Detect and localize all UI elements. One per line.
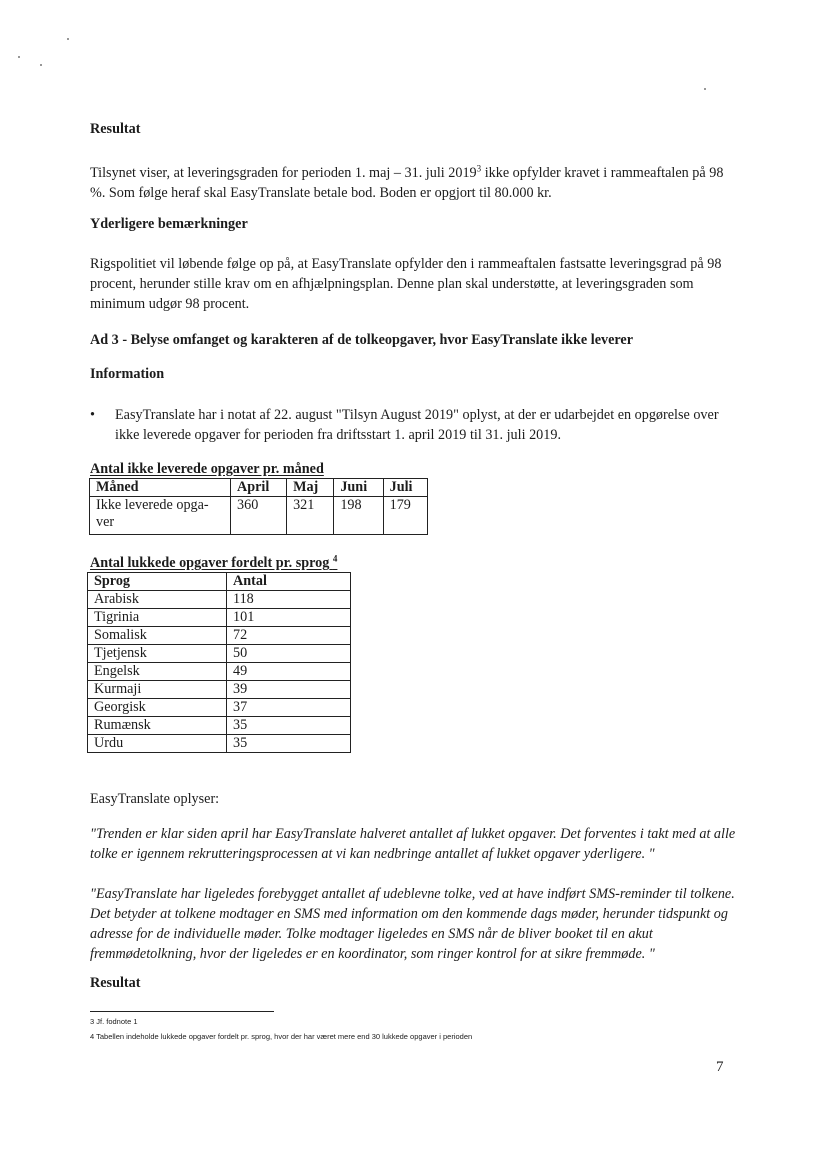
table-row	[88, 645, 351, 663]
resultat-text-part2: ikke opfylder kravet i rammeaftalen på 98 %. Som følge heraf skal EasyTranslate betale bod. Boden er opgjort til 80.000 kr.	[90, 165, 724, 201]
table2-caption-text: Antal lukkede opgaver fordelt pr. sprog	[90, 555, 330, 571]
scan-speck	[67, 38, 69, 40]
table-row	[88, 609, 351, 627]
oplyser-intro: EasyTranslate oplyser:	[90, 791, 220, 807]
table-row	[88, 627, 351, 645]
bullet-icon: •	[90, 407, 95, 423]
header-cell: Juni	[334, 479, 383, 497]
table-cell: Engelsk	[88, 663, 227, 681]
table-row	[88, 663, 351, 681]
table-cell: 360	[231, 497, 287, 535]
table-cell: 179	[383, 497, 427, 535]
footnote-3: 3 Jf. fodnote 1	[90, 1017, 138, 1026]
table-header-row	[88, 573, 351, 591]
table-cell: 72	[227, 627, 351, 645]
heading-information: Information	[90, 366, 165, 382]
table-row	[88, 735, 351, 753]
table-cell: 101	[227, 609, 351, 627]
table-cell: Ikke leverede opga-ver	[90, 497, 231, 535]
table-header-row	[90, 479, 428, 497]
header-cell: Sprog	[88, 573, 227, 591]
table-row	[88, 717, 351, 735]
table-cell: 35	[227, 717, 351, 735]
table-cell: 118	[227, 591, 351, 609]
table-cell: Tjetjensk	[88, 645, 227, 663]
table-cell: 50	[227, 645, 351, 663]
table-row	[88, 681, 351, 699]
header-cell: Antal	[227, 573, 351, 591]
table2-caption	[90, 554, 337, 572]
footnote-4: 4 Tabellen indeholde lukkede opgaver fordelt pr. sprog, hvor der har været mere end 30 lukkede opgaver i perioden	[90, 1032, 473, 1041]
footnote-ref-4: 4	[332, 553, 338, 564]
page-number: 7	[716, 1059, 724, 1075]
scan-speck	[704, 88, 706, 90]
table-cell: Kurmaji	[88, 681, 227, 699]
footnote-ref-3: 3	[476, 163, 482, 174]
scan-speck	[18, 56, 20, 58]
table-cell: 49	[227, 663, 351, 681]
scan-speck	[40, 64, 42, 66]
table-cell: 39	[227, 681, 351, 699]
table-row	[90, 497, 428, 535]
table-row	[88, 591, 351, 609]
table-cell: Somalisk	[88, 627, 227, 645]
header-cell: Måned	[90, 479, 231, 497]
table-lukkede-opgaver	[87, 572, 351, 753]
quote-sms-reminder: "EasyTranslate har ligeledes forebygget antallet af udeblevne tolke, ved at have indført SMS-reminder til tolkene. Det betyder at tolkene modtager en SMS med information om den kommende dags møder, herunder tidspunkt og adresse for de individuelle møder. Tolke modtager ligeledes en SMS når de bliver booket til en akut fremmødetolkning, hvor der ligeledes er en koordinator, som ringer kontrol for at sikre fremmøde. "	[90, 886, 735, 962]
resultat-paragraph	[90, 163, 740, 203]
table-cell: Georgisk	[88, 699, 227, 717]
table-row	[88, 699, 351, 717]
table-cell: 198	[334, 497, 383, 535]
header-cell: Maj	[287, 479, 334, 497]
table-cell: Tigrinia	[88, 609, 227, 627]
resultat-text-part1: Tilsynet viser, at leveringsgraden for perioden 1. maj – 31. juli 2019	[90, 165, 477, 181]
table-cell: Urdu	[88, 735, 227, 753]
table-cell: 321	[287, 497, 334, 535]
table-ikke-leverede	[89, 478, 428, 535]
table-cell: 37	[227, 699, 351, 717]
heading-resultat: Resultat	[90, 121, 141, 137]
heading-ad3: Ad 3 - Belyse omfanget og karakteren af de tolkeopgaver, hvor EasyTranslate ikke leverer	[90, 332, 634, 348]
heading-yderligere-bemaerkninger: Yderligere bemærkninger	[90, 216, 248, 232]
table-cell: 35	[227, 735, 351, 753]
quote-trenden: "Trenden er klar siden april har EasyTranslate halveret antallet af lukket opgaver. Det forventes i takt med at alle tolke er igennem rekrutteringsprocessen at vi kan nedbringe antallet af lukket opgaver yderligere. "	[90, 826, 736, 862]
information-bullet-text: EasyTranslate har i notat af 22. august "Tilsyn August 2019" oplyst, at der er udarbejdet en opgørelse over ikke leverede opgaver for perioden fra driftsstart 1. april 2019 til 31. juli 2019.	[115, 407, 719, 443]
table-cell: Rumænsk	[88, 717, 227, 735]
table-cell: Arabisk	[88, 591, 227, 609]
heading-resultat-2: Resultat	[90, 975, 141, 991]
header-cell: April	[231, 479, 287, 497]
header-cell: Juli	[383, 479, 427, 497]
table1-caption: Antal ikke leverede opgaver pr. måned	[90, 461, 324, 477]
bemaerkninger-paragraph: Rigspolitiet vil løbende følge op på, at EasyTranslate opfylder den i rammeaftalen fastsatte leveringsgrad på 98 procent, herunder stille krav om en afhjælpningsplan. Denne plan skal understøtte, at leveringsgraden som minimum udgør 98 procent.	[90, 256, 722, 312]
information-bullet	[90, 405, 740, 445]
footnote-separator	[90, 1011, 274, 1012]
